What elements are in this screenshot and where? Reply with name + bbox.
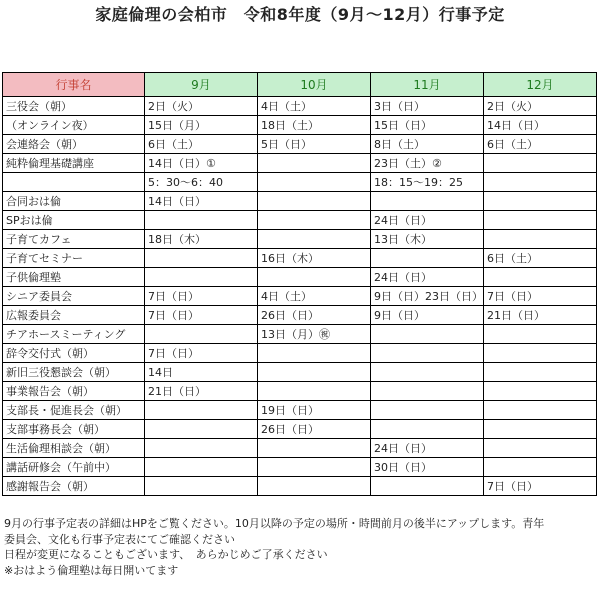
oct-cell bbox=[258, 344, 371, 363]
table-row bbox=[3, 287, 597, 306]
table-row bbox=[3, 230, 597, 249]
sep-cell bbox=[145, 325, 258, 344]
oct-cell: 5日（日） bbox=[258, 135, 371, 154]
event-name-cell: 広報委員会 bbox=[3, 306, 145, 325]
sep-cell: 14日（日） bbox=[145, 192, 258, 211]
dec-cell: 2日（火） bbox=[484, 97, 597, 116]
oct-cell bbox=[258, 458, 371, 477]
dec-cell bbox=[484, 382, 597, 401]
table-row bbox=[3, 306, 597, 325]
oct-cell bbox=[258, 382, 371, 401]
event-name-cell: チアホースミーティング bbox=[3, 325, 145, 344]
sep-cell: 14日（日）① bbox=[145, 154, 258, 173]
dec-cell bbox=[484, 344, 597, 363]
event-name-cell: 辞令交付式（朝） bbox=[3, 344, 145, 363]
sep-cell bbox=[145, 401, 258, 420]
dec-cell: 6日（土） bbox=[484, 249, 597, 268]
oct-cell bbox=[258, 439, 371, 458]
nov-cell: 3日（日） bbox=[371, 97, 484, 116]
event-name-cell: 感謝報告会（朝） bbox=[3, 477, 145, 496]
table-row bbox=[3, 401, 597, 420]
dec-cell: 21日（日） bbox=[484, 306, 597, 325]
table-row bbox=[3, 173, 597, 192]
event-name-cell: 純粋倫理基礎講座 bbox=[3, 154, 145, 173]
note-line: 日程が変更になることもございます、 あらかじめご了承ください bbox=[4, 548, 328, 561]
sep-cell: 6日（土） bbox=[145, 135, 258, 154]
event-name-cell: 三役会（朝） bbox=[3, 97, 145, 116]
sep-cell bbox=[145, 268, 258, 287]
nov-cell: 15日（日） bbox=[371, 116, 484, 135]
dec-cell: 6日（土） bbox=[484, 135, 597, 154]
nov-cell: 9日（日） bbox=[371, 306, 484, 325]
dec-cell bbox=[484, 154, 597, 173]
nov-cell: 13日（木） bbox=[371, 230, 484, 249]
table-row bbox=[3, 344, 597, 363]
event-name-cell: 講話研修会（午前中） bbox=[3, 458, 145, 477]
table-row bbox=[3, 477, 597, 496]
header-row bbox=[3, 73, 597, 97]
event-name-cell: 会連絡会（朝） bbox=[3, 135, 145, 154]
event-name-cell: 支部事務長会（朝） bbox=[3, 420, 145, 439]
dec-cell: 7日（日） bbox=[484, 477, 597, 496]
oct-cell: 26日（日） bbox=[258, 420, 371, 439]
nov-cell bbox=[371, 249, 484, 268]
oct-cell: 26日（日） bbox=[258, 306, 371, 325]
nov-cell: 9日（日）23日（日） bbox=[371, 287, 484, 306]
schedule-table bbox=[2, 72, 597, 496]
dec-cell: 14日（日） bbox=[484, 116, 597, 135]
dec-cell bbox=[484, 325, 597, 344]
dec-cell bbox=[484, 458, 597, 477]
oct-cell bbox=[258, 363, 371, 382]
oct-cell: 4日（土） bbox=[258, 287, 371, 306]
dec-cell bbox=[484, 439, 597, 458]
event-name-cell: 子育てカフェ bbox=[3, 230, 145, 249]
schedule-body bbox=[3, 97, 597, 496]
dec-cell bbox=[484, 420, 597, 439]
nov-cell: 24日（日） bbox=[371, 268, 484, 287]
table-row bbox=[3, 458, 597, 477]
page-title: 家庭倫理の会柏市 令和8年度（9月～12月）行事予定 bbox=[95, 5, 505, 24]
note-line: ※おはよう倫理塾は毎日開いてます bbox=[4, 563, 179, 577]
header-month-dec: 12月 bbox=[484, 73, 597, 97]
nov-cell bbox=[371, 325, 484, 344]
nov-cell: 8日（土） bbox=[371, 135, 484, 154]
sep-cell bbox=[145, 458, 258, 477]
dec-cell bbox=[484, 211, 597, 230]
table-row bbox=[3, 135, 597, 154]
table-row bbox=[3, 211, 597, 230]
table-row bbox=[3, 154, 597, 173]
event-name-cell: シニア委員会 bbox=[3, 287, 145, 306]
table-row bbox=[3, 192, 597, 211]
table-row bbox=[3, 97, 597, 116]
nov-cell: 24日（日） bbox=[371, 211, 484, 230]
sep-cell: 5：30～6：40 bbox=[145, 173, 258, 192]
table-row bbox=[3, 439, 597, 458]
sep-cell: 18日（木） bbox=[145, 230, 258, 249]
sep-cell bbox=[145, 211, 258, 230]
nov-cell bbox=[371, 192, 484, 211]
table-row bbox=[3, 382, 597, 401]
dec-cell bbox=[484, 268, 597, 287]
sep-cell: 2日（火） bbox=[145, 97, 258, 116]
nov-cell bbox=[371, 382, 484, 401]
nov-cell bbox=[371, 363, 484, 382]
table-row bbox=[3, 363, 597, 382]
oct-cell bbox=[258, 268, 371, 287]
table-row bbox=[3, 116, 597, 135]
event-name-cell: （オンライン夜） bbox=[3, 116, 145, 135]
event-name-cell: 新旧三役懇談会（朝） bbox=[3, 363, 145, 382]
sep-cell: 21日（日） bbox=[145, 382, 258, 401]
oct-cell: 18日（土） bbox=[258, 116, 371, 135]
nov-cell bbox=[371, 344, 484, 363]
nov-cell: 18：15～19：25 bbox=[371, 173, 484, 192]
nov-cell bbox=[371, 477, 484, 496]
nov-cell: 23日（土）② bbox=[371, 154, 484, 173]
header-month-oct: 10月 bbox=[258, 73, 371, 97]
nov-cell bbox=[371, 420, 484, 439]
sep-cell: 7日（日） bbox=[145, 306, 258, 325]
notes bbox=[4, 516, 598, 578]
event-name-cell bbox=[3, 173, 145, 192]
oct-cell: 19日（日） bbox=[258, 401, 371, 420]
sep-cell: 14日 bbox=[145, 363, 258, 382]
sep-cell bbox=[145, 439, 258, 458]
oct-cell bbox=[258, 154, 371, 173]
oct-cell bbox=[258, 230, 371, 249]
dec-cell bbox=[484, 230, 597, 249]
oct-cell: 13日（月）㊗ bbox=[258, 325, 371, 344]
oct-cell: 16日（木） bbox=[258, 249, 371, 268]
event-name-cell: 事業報告会（朝） bbox=[3, 382, 145, 401]
note-line: 9月の行事予定表の詳細はHPをご覧ください。10月以降の予定の場所・時間前月の後半にアップします。青年 bbox=[4, 517, 545, 530]
dec-cell bbox=[484, 363, 597, 382]
event-name-cell: 支部長・促進長会（朝） bbox=[3, 401, 145, 420]
sep-cell bbox=[145, 477, 258, 496]
event-name-cell: 子育てセミナー bbox=[3, 249, 145, 268]
dec-cell: 7日（日） bbox=[484, 287, 597, 306]
header-month-nov: 11月 bbox=[371, 73, 484, 97]
table-row bbox=[3, 249, 597, 268]
event-name-cell: 生活倫理相談会（朝） bbox=[3, 439, 145, 458]
nov-cell: 24日（日） bbox=[371, 439, 484, 458]
event-name-cell: SPおは倫 bbox=[3, 211, 145, 230]
table-row bbox=[3, 420, 597, 439]
sep-cell: 15日（月） bbox=[145, 116, 258, 135]
note-line: 委員会、文化も行事予定表にてご確認ください bbox=[4, 532, 235, 546]
oct-cell bbox=[258, 192, 371, 211]
oct-cell: 4日（土） bbox=[258, 97, 371, 116]
header-month-sep: 9月 bbox=[145, 73, 258, 97]
sep-cell: 7日（日） bbox=[145, 344, 258, 363]
oct-cell bbox=[258, 211, 371, 230]
oct-cell bbox=[258, 173, 371, 192]
sep-cell: 7日（日） bbox=[145, 287, 258, 306]
dec-cell bbox=[484, 173, 597, 192]
event-name-cell: 合同おは倫 bbox=[3, 192, 145, 211]
oct-cell bbox=[258, 477, 371, 496]
event-name-cell: 子供倫理塾 bbox=[3, 268, 145, 287]
nov-cell bbox=[371, 401, 484, 420]
table-row bbox=[3, 268, 597, 287]
dec-cell bbox=[484, 192, 597, 211]
header-event-name: 行事名 bbox=[3, 73, 145, 97]
sep-cell bbox=[145, 420, 258, 439]
nov-cell: 30日（日） bbox=[371, 458, 484, 477]
dec-cell bbox=[484, 401, 597, 420]
sep-cell bbox=[145, 249, 258, 268]
table-row bbox=[3, 325, 597, 344]
